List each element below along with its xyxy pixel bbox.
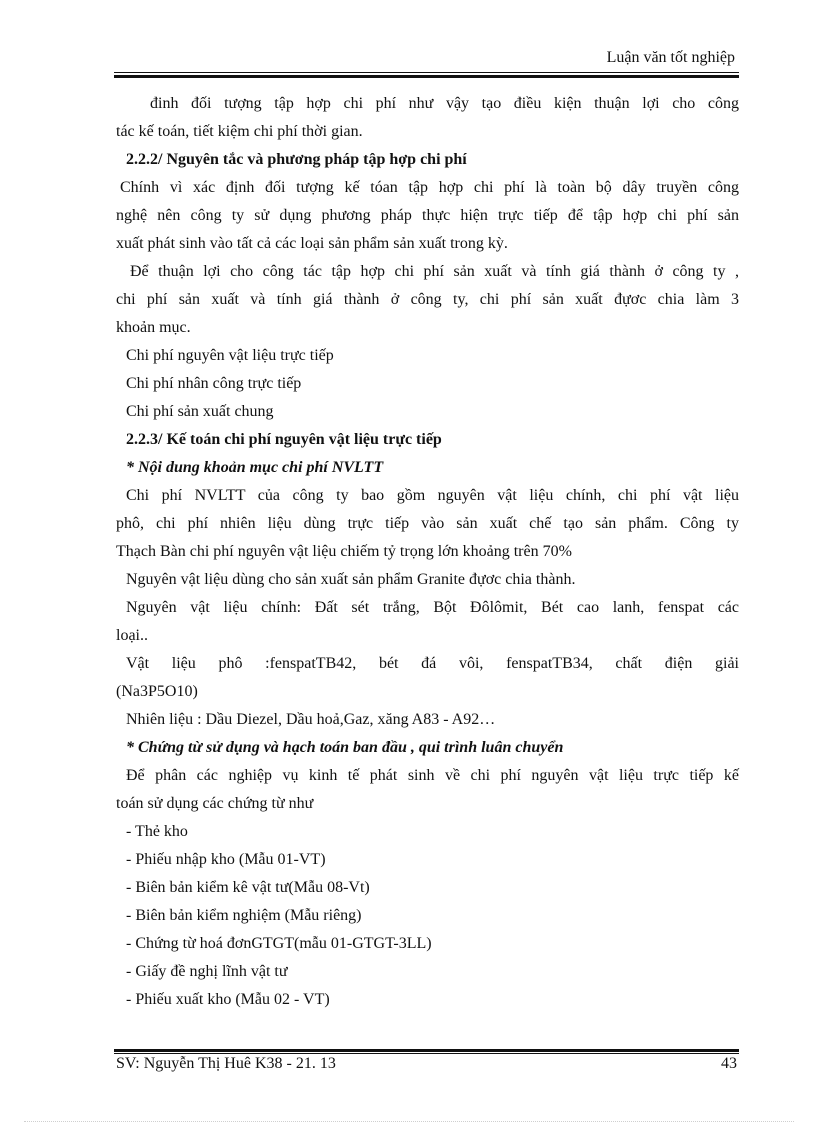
paragraph-line: loại.. [116, 627, 148, 644]
paragraph-line: Chi phí NVLTT của công ty bao gồm nguyên vật liệu chính, chi phí vật liệu [126, 487, 739, 504]
paragraph-line: nghệ nên công ty sử dụng phương pháp thực hiện trực tiếp để tập hợp chi phí sản [116, 207, 739, 224]
paragraph-line: khoản mục. [116, 319, 191, 336]
paragraph-line: chi phí sản xuất và tính giá thành ở công ty, chi phí sản xuất đựơc chia làm 3 [116, 291, 739, 308]
paragraph-line: Để thuận lợi cho công tác tập hợp chi phí sản xuất và tính giá thành ở công ty , [130, 263, 739, 280]
footer-rule-thick [114, 1049, 739, 1052]
paragraph-line: toán sử dụng các chứng từ như [116, 795, 314, 812]
list-item: - Phiếu xuất kho (Mẫu 02 - VT) [126, 991, 330, 1008]
paragraph-line: Vật liệu phô :fenspatTB42, bét đá vôi, fenspatTB34, chất điện giải [126, 655, 739, 672]
list-item: - Phiếu nhập kho (Mẫu 01-VT) [126, 851, 326, 868]
subsection-heading: * Nội dung khoản mục chi phí NVLTT [126, 459, 384, 476]
list-item: - Giấy đề nghị lĩnh vật tư [126, 963, 288, 980]
section-heading-2-2-3: 2.2.3/ Kế toán chi phí nguyên vật liệu trực tiếp [126, 431, 442, 448]
page-edge-dotted-line [24, 1121, 794, 1122]
paragraph-line: đinh đối tượng tập hợp chi phí như vậy tạo điều kiện thuận lợi cho công [150, 95, 739, 112]
list-item: - Biên bản kiểm nghiệm (Mẫu riêng) [126, 907, 362, 924]
list-item: Chi phí sản xuất chung [126, 403, 274, 420]
footer-rule-thin [114, 1053, 739, 1054]
list-item: - Biên bản kiểm kê vật tư(Mẫu 08-Vt) [126, 879, 370, 896]
running-header-title: Luận văn tốt nghiệp [606, 49, 735, 66]
section-heading-2-2-2: 2.2.2/ Nguyên tắc và phương pháp tập hợp chi phí [126, 151, 467, 168]
list-item: - Chứng từ hoá đơnGTGT(mẫu 01-GTGT-3LL) [126, 935, 432, 952]
footer-author: SV: Nguyễn Thị Huê K38 - 21. 13 [116, 1055, 336, 1072]
paragraph-line: Để phân các nghiệp vụ kinh tế phát sinh về chi phí nguyên vật liệu trực tiếp kế [126, 767, 739, 784]
list-item: - Thẻ kho [126, 823, 188, 840]
subsection-heading: * Chứng từ sử dụng và hạch toán ban đầu , qui trình luân chuyển [126, 739, 564, 756]
paragraph-line: phô, chi phí nhiên liệu dùng trực tiếp vào sản xuất chế tạo sản phẩm. Công ty [116, 515, 739, 532]
paragraph-line: xuất phát sinh vào tất cả các loại sản phẩm sản xuất trong kỳ. [116, 235, 508, 252]
paragraph-line: Nhiên liệu : Dầu Diezel, Dầu hoả,Gaz, xăng A83 - A92… [126, 711, 496, 728]
paragraph-line: Nguyên vật liệu dùng cho sản xuất sản phẩm Granite đựơc chia thành. [126, 571, 576, 588]
paragraph-line: Nguyên vật liệu chính: Đất sét trắng, Bột Đôlômit, Bét cao lanh, fenspat các [126, 599, 739, 616]
paragraph-line: Chính vì xác định đối tượng kế tóan tập hợp chi phí là toàn bộ dây truyền công [120, 179, 739, 196]
paragraph-line: Thạch Bàn chi phí nguyên vật liệu chiếm tỷ trọng lớn khoảng trên 70% [116, 543, 572, 560]
footer-page-number: 43 [721, 1055, 737, 1072]
header-rule-thick [114, 75, 739, 78]
list-item: Chi phí nhân công trực tiếp [126, 375, 302, 392]
paragraph-line: (Na3P5O10) [116, 683, 198, 700]
list-item: Chi phí nguyên vật liệu trực tiếp [126, 347, 334, 364]
paragraph-line: tác kế toán, tiết kiệm chi phí thời gian. [116, 123, 363, 140]
header-rule-thin [114, 72, 739, 73]
